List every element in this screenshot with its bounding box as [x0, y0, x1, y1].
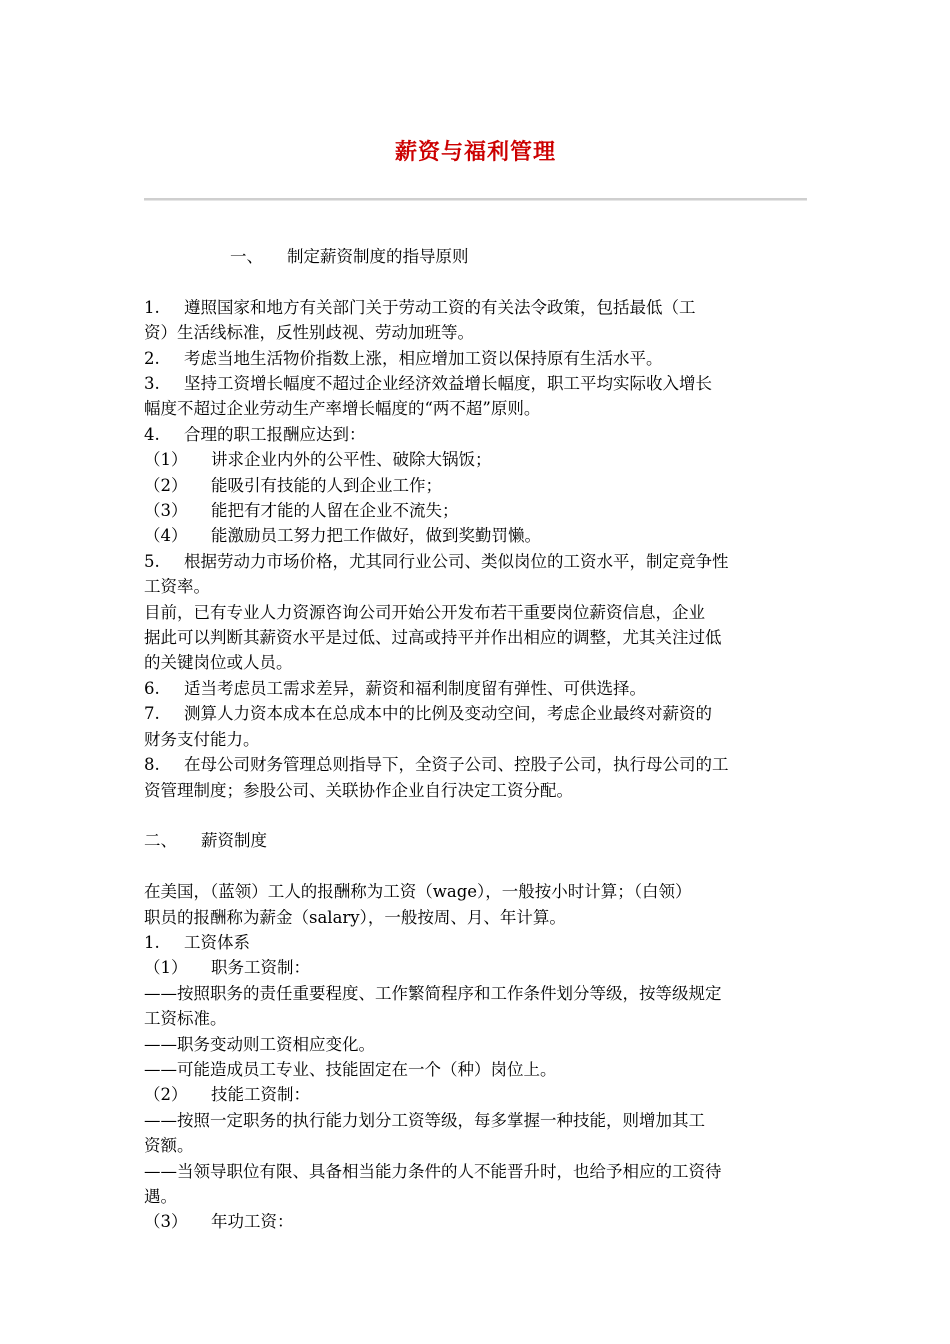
- paragraph-line: [144, 422, 807, 447]
- sub-item-number: （2）: [144, 1085, 188, 1105]
- line-text: 工资标准。: [144, 1009, 227, 1029]
- paragraph-line: [144, 879, 807, 904]
- paragraph-line: [144, 905, 807, 930]
- paragraph-line: [144, 600, 807, 625]
- paragraph-line: [144, 1184, 807, 1209]
- sub-item-number: （4）: [144, 526, 188, 546]
- line-text: ——职务变动则工资相应变化。: [144, 1034, 375, 1054]
- sub-item-number: （1）: [144, 450, 188, 470]
- blank-line: [144, 269, 807, 294]
- line-text: ——可能造成员工专业、技能固定在一个（种）岗位上。: [144, 1059, 557, 1079]
- document-body: [144, 244, 807, 1235]
- line-text: 资额。: [144, 1136, 194, 1156]
- paragraph-line: [144, 320, 807, 345]
- paragraph-line: [144, 981, 807, 1006]
- list-number: 3.: [144, 374, 160, 394]
- document-title: 薪资与福利管理: [394, 139, 556, 165]
- paragraph-line: [144, 1108, 807, 1133]
- paragraph-line: [144, 346, 807, 371]
- list-number: 7.: [144, 704, 160, 724]
- line-text: 职务工资制：: [211, 958, 310, 978]
- line-text: 遵照国家和地方有关部门关于劳动工资的有关法令政策，包括最低（工: [184, 297, 696, 317]
- paragraph-line: [144, 1082, 807, 1107]
- line-text: 遇。: [144, 1186, 177, 1206]
- line-text: 能激励员工努力把工作做好，做到奖勤罚懒。: [211, 526, 541, 546]
- line-text: 坚持工资增长幅度不超过企业经济效益增长幅度，职工平均实际收入增长: [184, 374, 712, 394]
- list-number: 1.: [144, 297, 160, 317]
- list-number: 6.: [144, 678, 160, 698]
- line-text: 幅度不超过企业劳动生产率增长幅度的“两不超”原则。: [144, 399, 541, 419]
- line-text: 据此可以判断其薪资水平是过低、过高或持平并作出相应的调整，尤其关注过低: [144, 628, 722, 648]
- paragraph-line: [144, 1159, 807, 1184]
- sub-item-number: （3）: [144, 1212, 188, 1232]
- paragraph-line: [144, 701, 807, 726]
- line-text: 能把有才能的人留在企业不流失；: [211, 501, 459, 521]
- paragraph-line: [144, 778, 807, 803]
- blank-line: [144, 803, 807, 828]
- list-number: 8.: [144, 755, 160, 775]
- paragraph-line: [144, 396, 807, 421]
- horizontal-divider: [144, 198, 807, 201]
- line-text: 讲求企业内外的公平性、破除大锅饭；: [211, 450, 492, 470]
- paragraph-line: [144, 1006, 807, 1031]
- list-number: 2.: [144, 348, 160, 368]
- line-text: 财务支付能力。: [144, 729, 260, 749]
- section-number: 二、: [144, 831, 177, 851]
- line-text: 职员的报酬称为薪金（salary），一般按周、月、年计算。: [144, 907, 566, 927]
- line-text: 测算人力资本成本在总成本中的比例及变动空间，考虑企业最终对薪资的: [184, 704, 712, 724]
- section-heading: [144, 244, 807, 269]
- section-number: 一、: [230, 247, 263, 266]
- paragraph-line: [144, 625, 807, 650]
- paragraph-line: [144, 752, 807, 777]
- line-text: 资管理制度；参股公司、关联协作企业自行决定工资分配。: [144, 780, 573, 800]
- paragraph-line: [144, 371, 807, 396]
- paragraph-line: [144, 1057, 807, 1082]
- paragraph-line: [144, 574, 807, 599]
- line-text: 适当考虑员工需求差异，薪资和福利制度留有弹性、可供选择。: [184, 678, 646, 698]
- line-text: 根据劳动力市场价格，尤其同行业公司、类似岗位的工资水平，制定竞争性: [184, 551, 729, 571]
- paragraph-line: [144, 295, 807, 320]
- paragraph-line: [144, 955, 807, 980]
- line-text: ——按照一定职务的执行能力划分工资等级，每多掌握一种技能，则增加其工: [144, 1110, 705, 1130]
- line-text: 考虑当地生活物价指数上涨，相应增加工资以保持原有生活水平。: [184, 348, 663, 368]
- paragraph-line: [144, 1133, 807, 1158]
- line-text: 技能工资制：: [211, 1085, 310, 1105]
- line-text: 工资率。: [144, 577, 210, 597]
- paragraph-line: [144, 727, 807, 752]
- line-text: ——按照职务的责任重要程度、工作繁简程序和工作条件划分等级，按等级规定: [144, 983, 722, 1003]
- sub-item-number: （3）: [144, 501, 188, 521]
- line-text: 的关键岗位或人员。: [144, 653, 293, 673]
- line-text: 工资体系: [184, 932, 250, 952]
- line-text: 年功工资：: [211, 1212, 294, 1232]
- line-text: 在美国，（蓝领）工人的报酬称为工资（wage），一般按小时计算；（白领）: [144, 882, 692, 902]
- section-title: 制定薪资制度的指导原则: [287, 247, 469, 266]
- list-number: 5.: [144, 551, 160, 571]
- list-number: 1.: [144, 932, 160, 952]
- line-text: 在母公司财务管理总则指导下，全资子公司、控股子公司，执行母公司的工: [184, 755, 729, 775]
- sub-item-number: （2）: [144, 475, 188, 495]
- line-text: 资）生活线标准，反性别歧视、劳动加班等。: [144, 323, 474, 343]
- line-text: 能吸引有技能的人到企业工作；: [211, 475, 442, 495]
- paragraph-line: [144, 650, 807, 675]
- line-text: ——当领导职位有限、具备相当能力条件的人不能晋升时，也给予相应的工资待: [144, 1161, 722, 1181]
- paragraph-line: [144, 930, 807, 955]
- section-heading: [144, 828, 807, 853]
- line-text: 目前，已有专业人力资源咨询公司开始公开发布若干重要岗位薪资信息，企业: [144, 602, 705, 622]
- paragraph-line: [144, 1209, 807, 1234]
- section-title: 薪资制度: [201, 831, 267, 851]
- list-number: 4.: [144, 424, 160, 444]
- paragraph-line: [144, 549, 807, 574]
- paragraph-line: [144, 447, 807, 472]
- blank-line: [144, 854, 807, 879]
- paragraph-line: [144, 473, 807, 498]
- paragraph-line: [144, 523, 807, 548]
- paragraph-line: [144, 498, 807, 523]
- paragraph-line: [144, 1032, 807, 1057]
- paragraph-line: [144, 676, 807, 701]
- line-text: 合理的职工报酬应达到：: [184, 424, 366, 444]
- sub-item-number: （1）: [144, 958, 188, 978]
